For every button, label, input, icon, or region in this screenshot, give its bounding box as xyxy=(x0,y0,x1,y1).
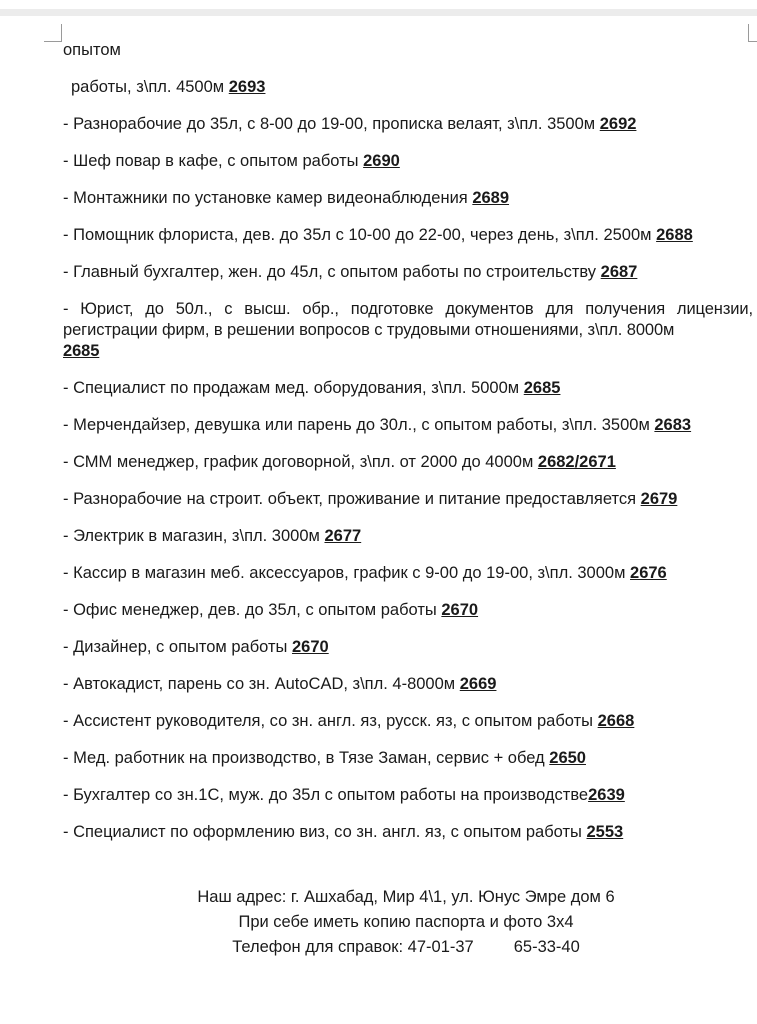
listing-code: 2690 xyxy=(363,152,400,170)
listing-item xyxy=(63,188,753,209)
listing-code: 2683 xyxy=(654,416,692,434)
document-body xyxy=(63,40,753,859)
listing-text: - Помощник флориста, дев. до 35л с 10-00 до 22-00, через день, з\пл. 2500м xyxy=(63,226,652,244)
listing-text: - Автокадист, парень со зн. AutoCAD, з\пл. 4-8000м xyxy=(63,675,456,693)
listing-code: 2670 xyxy=(291,638,329,656)
listing-item xyxy=(63,637,753,658)
listing-item xyxy=(63,114,753,135)
listing-text: - Шеф повар в кафе, с опытом работы xyxy=(63,152,359,170)
continued-line-2 xyxy=(63,77,753,98)
listing-code: 2685 xyxy=(63,342,100,360)
listing-code: 2692 xyxy=(599,115,637,133)
listing-code: 2677 xyxy=(324,527,362,545)
listing-text: - Главный бухгалтер, жен. до 45л, с опытом работы по строительству xyxy=(63,263,597,281)
listing-item xyxy=(63,452,753,473)
listing-item xyxy=(63,526,753,547)
listing-item xyxy=(63,262,753,283)
listing-code: 2693 xyxy=(228,78,266,96)
listing-text: - Бухгалтер со зн.1С, муж. до 35л с опытом работы на производстве xyxy=(63,786,589,804)
page-separator xyxy=(0,9,757,16)
footer-phone xyxy=(0,935,757,960)
footer-phone-1: Телефон для справок: 47-01-37 xyxy=(232,938,474,956)
listing-text: - Монтажники по установке камер видеонаблюдения xyxy=(63,189,468,207)
listing-item xyxy=(63,151,753,172)
listing-text: - Ассистент руководителя, со зн. англ. яз, русск. яз, с опытом работы xyxy=(63,712,594,730)
listing-text: - Дизайнер, с опытом работы xyxy=(63,638,288,656)
listing-text: - Офис менеджер, дев. до 35л, с опытом работы xyxy=(63,601,437,619)
listing-code: 2650 xyxy=(549,749,586,767)
listing-text: - Юрист, до 50л., с высш. обр., подготовке документов для получения лицензии, регистрации фирм, в решении вопросов с трудовыми отношениями, з\пл. 8000м xyxy=(63,300,753,339)
listing-code: 2682/2671 xyxy=(537,453,616,471)
job-listings xyxy=(63,114,753,843)
listing-code: 2668 xyxy=(597,712,635,730)
listing-text: - Мерчендайзер, девушка или парень до 30л., с опытом работы, з\пл. 3500м xyxy=(63,416,650,434)
listing-code: 2679 xyxy=(640,490,678,508)
footer-phone-2: 65-33-40 xyxy=(513,938,580,956)
footer-address: Наш адрес: г. Ашхабад, Мир 4\1, ул. Юнус Эмре дом 6 xyxy=(197,888,615,906)
listing-item xyxy=(63,674,753,695)
listing-text: - Электрик в магазин, з\пл. 3000м xyxy=(63,527,320,545)
listing-code: 2685 xyxy=(523,379,561,397)
listing-text: работы, з\пл. 4500м xyxy=(71,78,225,96)
listing-code: 2639 xyxy=(588,786,625,804)
listing-text: - Разнорабочие на строит. объект, проживание и питание предоставляется xyxy=(63,490,637,508)
listing-code: 2553 xyxy=(586,823,624,841)
footer-contacts xyxy=(0,885,757,960)
listing-code: 2687 xyxy=(600,263,638,281)
margin-corner-mark-left xyxy=(44,24,62,42)
listing-item xyxy=(63,299,753,362)
listing-code: 2676 xyxy=(630,564,667,582)
listing-item xyxy=(63,785,753,806)
listing-text: - СММ менеджер, график договорной, з\пл. от 2000 до 4000м xyxy=(63,453,534,471)
listing-item xyxy=(63,748,753,769)
listing-item xyxy=(63,600,753,621)
listing-code: 2669 xyxy=(459,675,497,693)
previous-page-bottom xyxy=(0,0,757,9)
listing-item xyxy=(63,563,753,584)
listing-item xyxy=(63,822,753,843)
listing-code: 2670 xyxy=(441,601,479,619)
listing-item xyxy=(63,378,753,399)
listing-text: - Специалист по продажам мед. оборудования, з\пл. 5000м xyxy=(63,379,520,397)
listing-code: 2689 xyxy=(472,189,510,207)
listing-item xyxy=(63,415,753,436)
listing-text: - Специалист по оформлению виз, со зн. англ. яз, с опытом работы xyxy=(63,823,582,841)
continued-line-1: опытом xyxy=(63,41,121,59)
listing-item xyxy=(63,489,753,510)
listing-text: - Разнорабочие до 35л, с 8-00 до 19-00, прописка велаят, з\пл. 3500м xyxy=(63,115,596,133)
listing-item xyxy=(63,711,753,732)
listing-item xyxy=(63,225,753,246)
listing-text: - Мед. работник на производство, в Тязе Заман, сервис + обед xyxy=(63,749,545,767)
listing-text: - Кассир в магазин меб. аксессуаров, график с 9-00 до 19-00, з\пл. 3000м xyxy=(63,564,626,582)
footer-note: При себе иметь копию паспорта и фото 3х4 xyxy=(238,913,574,931)
listing-code: 2688 xyxy=(656,226,693,244)
